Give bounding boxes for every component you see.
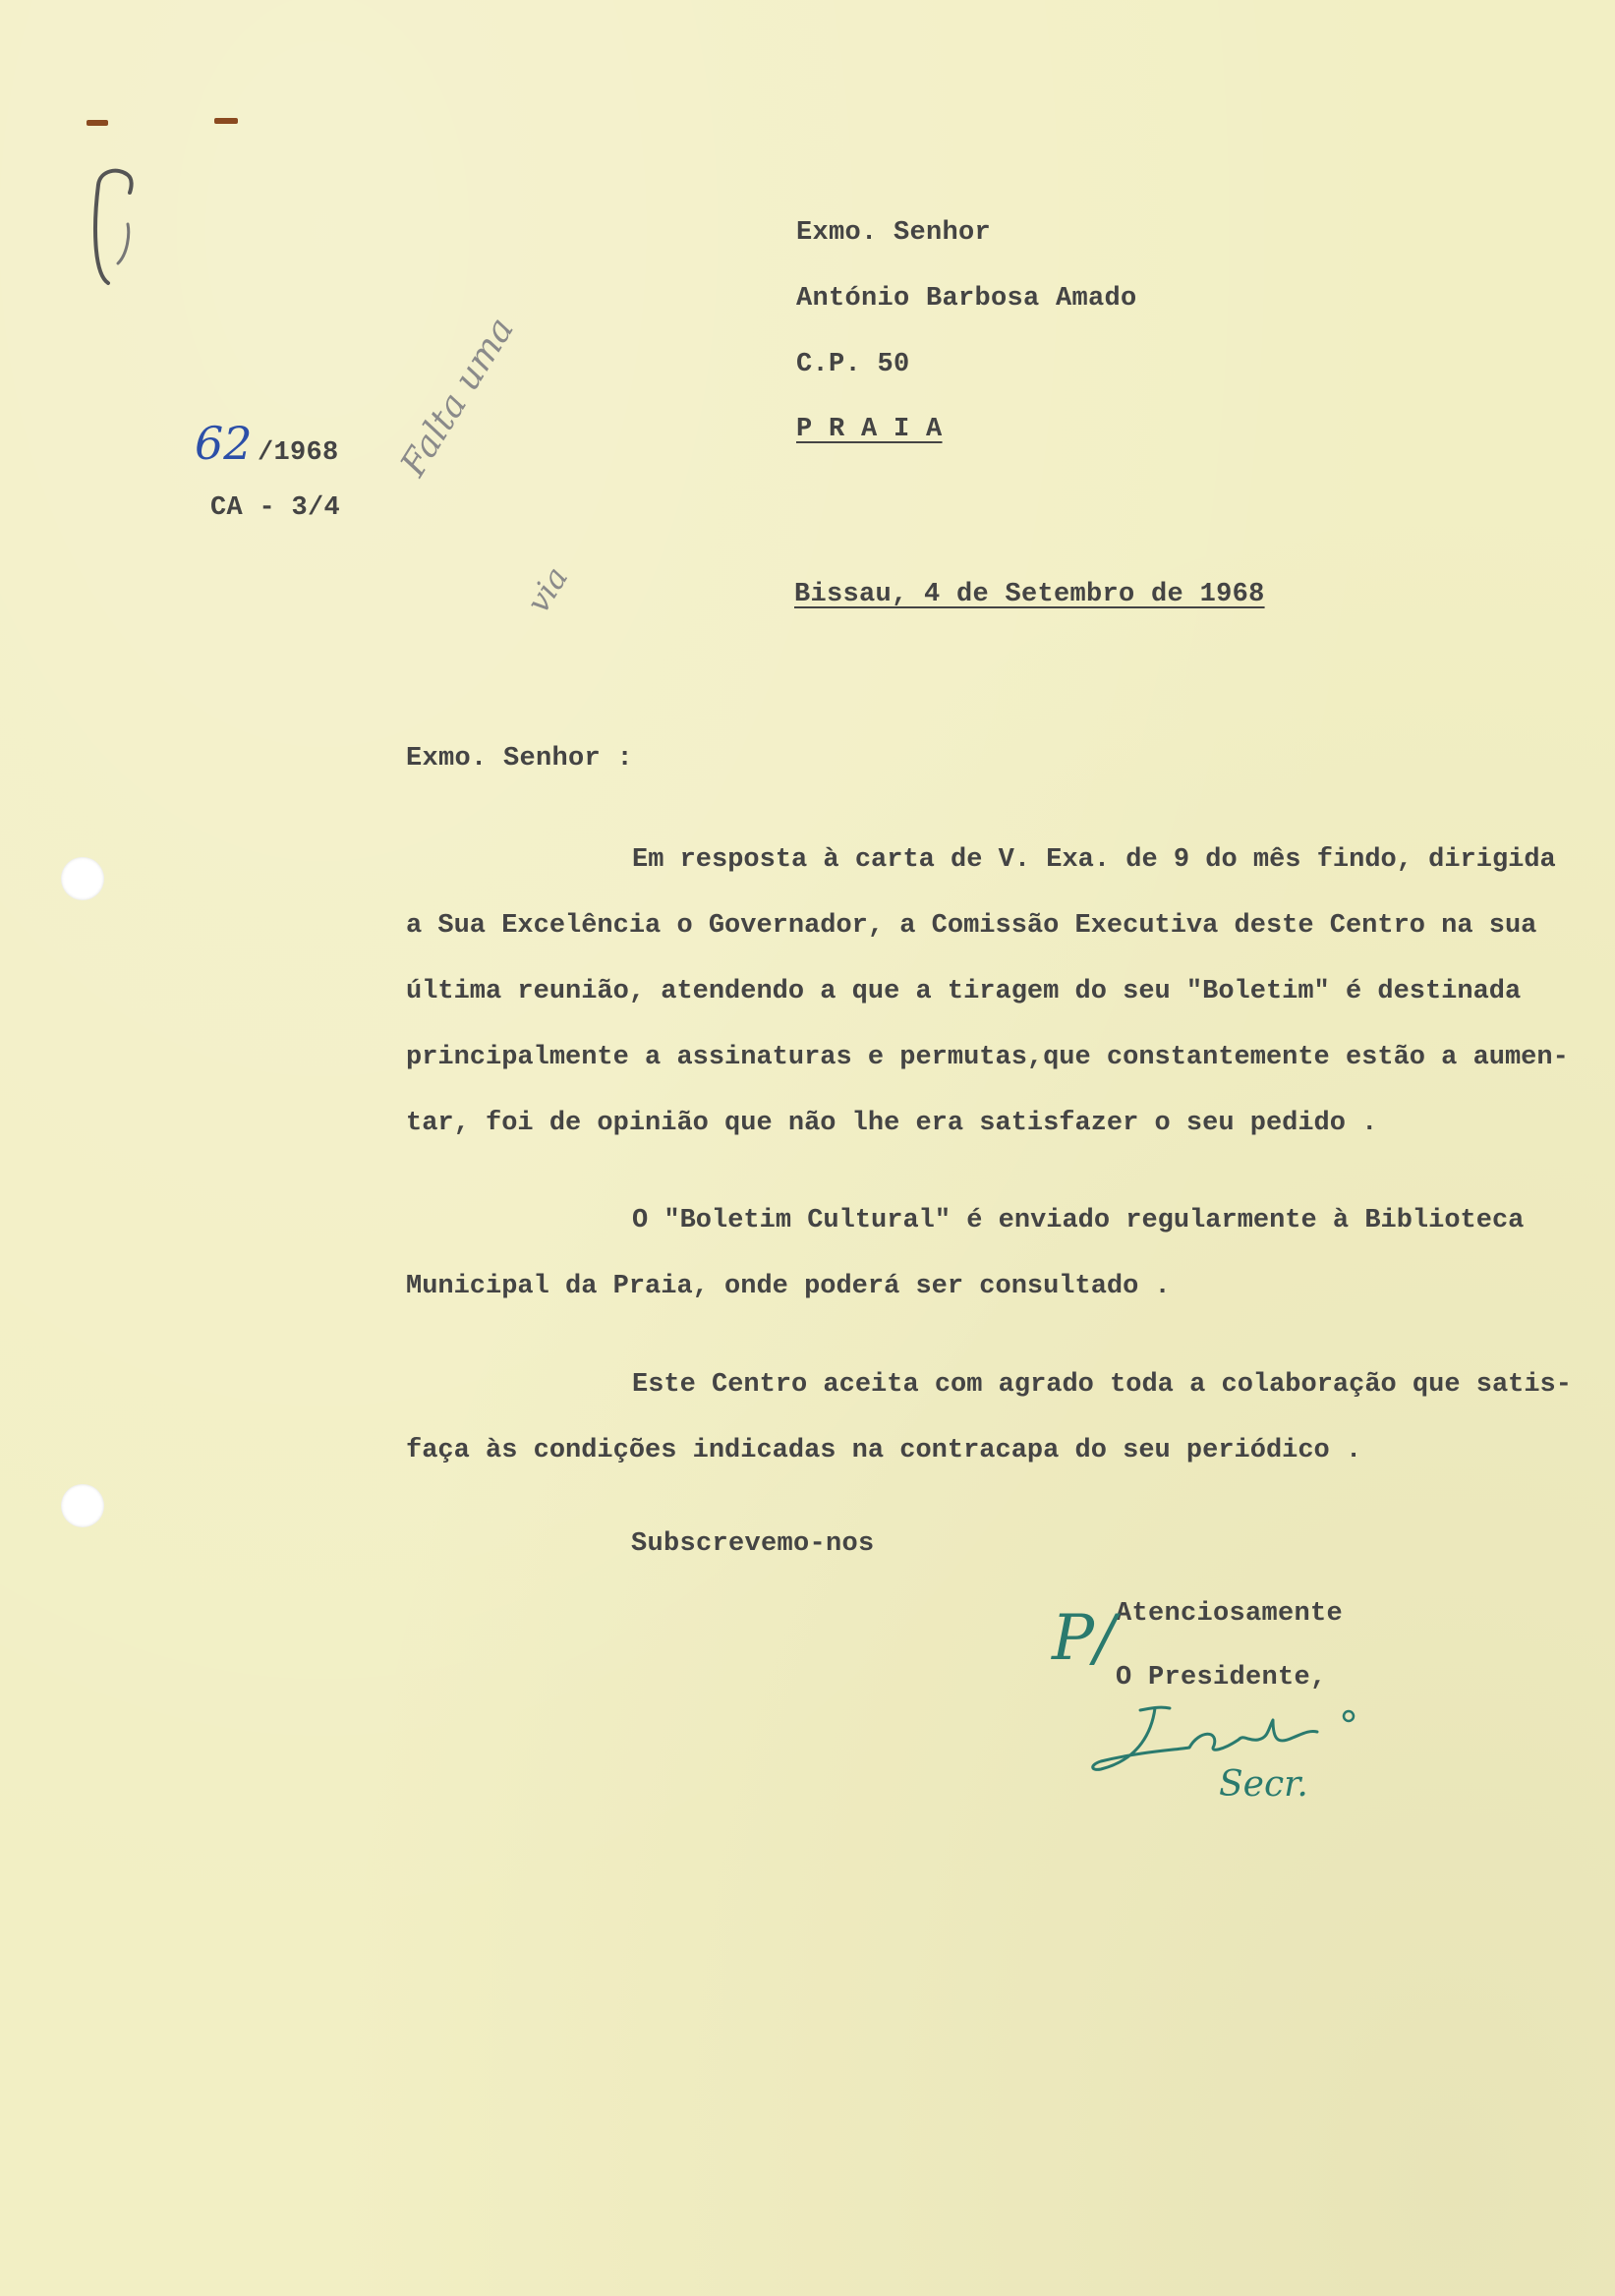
address-salutation: Exmo. Senhor [796, 218, 992, 248]
address-city: P R A I A [796, 415, 943, 444]
paragraph-line: Este Centro aceita com agrado toda a colaboração que satis- [632, 1370, 1572, 1400]
signatory: O Presidente, [1116, 1663, 1327, 1693]
paragraph-line: tar, foi de opinião que não lhe era satisfazer o seu pedido . [406, 1109, 1378, 1138]
paragraph-line: faça às condições indicadas na contracapa do seu periódico . [406, 1436, 1362, 1465]
closing: Subscrevemo-nos [631, 1529, 875, 1559]
rust-mark-2 [214, 118, 238, 124]
reference-number-handwritten: 62 [195, 417, 253, 470]
margin-note-line2: via [519, 559, 576, 620]
paragraph-line: a Sua Excelência o Governador, a Comissão Executiva deste Centro na sua [406, 911, 1537, 941]
paperclip-mark-icon [88, 165, 147, 293]
signature-title: Secr. [1219, 1764, 1308, 1805]
reference-code: CA - 3/4 [210, 493, 341, 523]
address-po-box: C.P. 50 [796, 350, 910, 379]
rust-mark-1 [87, 120, 108, 126]
greeting: Exmo. Senhor : [406, 744, 634, 774]
body-paragraph-2 [406, 1188, 1524, 1320]
paragraph-line: principalmente a assinaturas e permutas,que constantemente estão a aumen- [406, 1043, 1569, 1072]
place-date: Bissau, 4 de Setembro de 1968 [794, 580, 1265, 609]
body-paragraph-3 [406, 1352, 1572, 1484]
punch-hole-top [61, 857, 104, 900]
handwritten-pp: P/ [1052, 1602, 1116, 1675]
reference-number-year: /1968 [258, 438, 339, 468]
paragraph-line: Em resposta à carta de V. Exa. de 9 do mês findo, dirigida [632, 845, 1556, 875]
address-name: António Barbosa Amado [796, 284, 1137, 314]
paragraph-line: última reunião, atendendo a que a tiragem do seu "Boletim" é destinada [406, 977, 1522, 1006]
punch-hole-bottom [61, 1484, 104, 1527]
body-paragraph-1 [406, 828, 1569, 1157]
paragraph-line: Municipal da Praia, onde poderá ser consultado . [406, 1272, 1171, 1301]
paragraph-line: O "Boletim Cultural" é enviado regularmente à Biblioteca [632, 1206, 1525, 1235]
sign-off: Atenciosamente [1116, 1599, 1344, 1629]
margin-note-line1: Falta uma [393, 310, 523, 484]
